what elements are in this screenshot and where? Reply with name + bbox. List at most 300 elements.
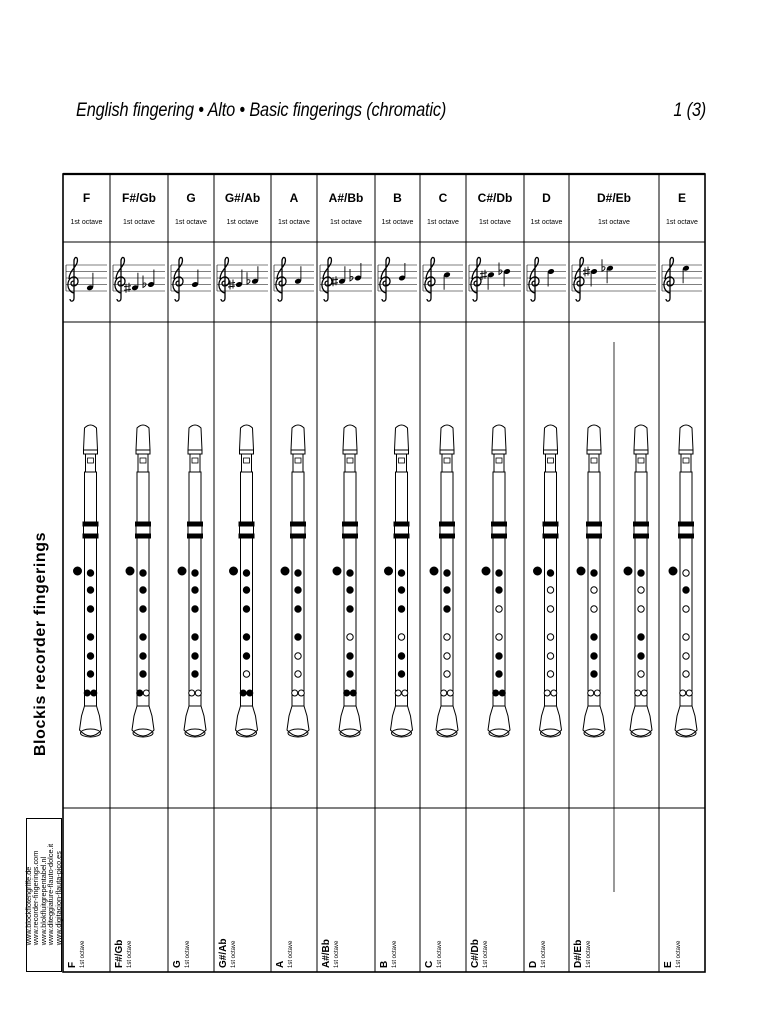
source-link[interactable]: www.digitacion-flauta-pico.es: [54, 851, 64, 946]
finger-hole: [398, 587, 404, 593]
rotated-label: [67, 940, 86, 968]
note-name: D: [542, 191, 551, 205]
finger-hole: [243, 606, 249, 612]
finger-hole: [398, 653, 404, 659]
treble-clef-icon: [380, 257, 390, 301]
double-hole: [641, 690, 647, 696]
side-title: Blockis recorder fingerings: [32, 531, 50, 757]
finger-hole: [192, 653, 198, 659]
finger-hole: [591, 570, 597, 576]
finger-hole: [547, 671, 553, 677]
treble-clef-icon: [322, 257, 332, 301]
thumb-hole: [482, 567, 490, 575]
double-hole: [298, 690, 304, 696]
rotated-label: [172, 940, 191, 968]
treble-clef-icon: [219, 257, 229, 301]
double-hole: [137, 690, 143, 696]
double-hole: [344, 690, 350, 696]
note-name: A: [289, 191, 299, 205]
recorder-head: [440, 425, 454, 450]
finger-hole: [295, 671, 301, 677]
treble-clef-icon: [115, 257, 125, 301]
finger-hole: [444, 587, 450, 593]
finger-hole: [547, 587, 553, 593]
recorder-labium: [88, 458, 94, 463]
finger-hole: [87, 671, 93, 677]
double-hole: [680, 690, 686, 696]
recorder-ring: [84, 450, 98, 454]
recorder-labium: [192, 458, 198, 463]
finger-hole: [87, 587, 93, 593]
treble-clef-icon: [425, 257, 435, 301]
treble-clef-icon: [68, 257, 78, 301]
recorder-joint: [84, 526, 98, 534]
recorder-head: [240, 425, 254, 450]
double-hole: [544, 690, 550, 696]
note-column: [378, 191, 417, 968]
finger-hole: [295, 587, 301, 593]
recorder-foot: [488, 706, 510, 736]
note-name: F#/Gb: [121, 191, 157, 205]
rotated-label: [424, 940, 443, 968]
recorder-foot: [80, 706, 102, 736]
finger-hole: [140, 606, 146, 612]
recorder-joint: [440, 526, 454, 534]
flat-icon: [143, 276, 146, 288]
note-column: [113, 191, 165, 968]
double-hole: [447, 690, 453, 696]
finger-hole: [243, 671, 249, 677]
recorder-body: [680, 538, 692, 706]
finger-hole: [295, 634, 301, 640]
double-hole: [247, 690, 253, 696]
recorder-joint-band: [440, 534, 455, 538]
finger-hole: [496, 671, 502, 677]
octave-label: 1st octave: [530, 219, 563, 226]
recorder-upper-body: [344, 472, 356, 522]
thumb-hole: [669, 567, 677, 575]
octave-label: 1st octave: [70, 219, 103, 226]
recorder-ring: [395, 450, 409, 454]
recorder-joint-band: [679, 522, 694, 526]
recorder-ring: [343, 450, 357, 454]
recorder-labium: [399, 458, 405, 463]
recorder-joint: [587, 526, 601, 534]
rotated-note-name: C: [424, 960, 435, 968]
rotated-label: [218, 939, 237, 968]
rotated-octave-label: 1st octave: [437, 940, 443, 968]
recorder-joint: [240, 526, 254, 534]
finger-hole: [547, 634, 553, 640]
recorder-joint-band: [343, 534, 358, 538]
recorder-ring: [136, 450, 150, 454]
recorder-upper-body: [137, 472, 149, 522]
recorder-labium: [496, 458, 502, 463]
treble-clef-icon: [276, 257, 286, 301]
treble-clef-icon: [471, 257, 481, 301]
recorder-upper-body: [396, 472, 408, 522]
note-name: C: [438, 191, 448, 205]
recorder-joint-band: [239, 522, 254, 526]
recorder-joint-band: [492, 534, 507, 538]
recorder-head: [395, 425, 409, 450]
rotated-octave-label: 1st octave: [80, 940, 86, 968]
finger-hole: [140, 653, 146, 659]
finger-hole: [398, 570, 404, 576]
finger-hole: [192, 570, 198, 576]
recorder-ring: [240, 450, 254, 454]
double-hole: [195, 690, 201, 696]
recorder-head: [492, 425, 506, 450]
note-column: [217, 191, 268, 968]
rotated-octave-label: 1st octave: [185, 940, 191, 968]
finger-hole: [347, 653, 353, 659]
recorder-foot: [630, 706, 652, 736]
rotated-note-name: G: [172, 960, 183, 968]
recorder-joint-band: [239, 534, 254, 538]
recorder-labium: [444, 458, 450, 463]
recorder-joint-band: [634, 522, 649, 526]
note-column: [274, 191, 314, 968]
recorder-body: [344, 538, 356, 706]
rotated-note-name: F: [67, 961, 78, 968]
recorder-joint-band: [543, 534, 558, 538]
double-hole: [292, 690, 298, 696]
finger-hole: [243, 634, 249, 640]
rotated-note-name: C#/Db: [470, 939, 481, 968]
finger-hole: [496, 606, 502, 612]
note-name: B: [393, 191, 402, 205]
double-hole: [91, 690, 97, 696]
rotated-note-name: D: [528, 960, 539, 968]
finger-hole: [140, 634, 146, 640]
recorder-upper-body: [588, 472, 600, 522]
double-hole: [395, 690, 401, 696]
rotated-octave-label: 1st octave: [127, 940, 133, 968]
table-frame: [63, 174, 705, 972]
recorder-joint-band: [291, 522, 306, 526]
thumb-hole: [281, 567, 289, 575]
finger-hole: [683, 671, 689, 677]
finger-hole: [683, 634, 689, 640]
octave-label: 1st octave: [427, 219, 459, 226]
note-column: [320, 191, 372, 968]
rotated-note-name: B: [379, 960, 390, 968]
recorder-labium: [638, 458, 644, 463]
note-column: [662, 191, 702, 968]
thumb-hole: [577, 567, 585, 575]
source-link[interactable]: www.blockflotengriffe.de: [24, 867, 34, 946]
treble-clef-icon: [173, 257, 183, 301]
double-hole: [402, 690, 408, 696]
recorder-head: [679, 425, 693, 450]
recorder-joint: [136, 526, 150, 534]
recorder-body: [292, 538, 304, 706]
finger-hole: [140, 587, 146, 593]
rotated-octave-label: 1st octave: [334, 940, 340, 968]
recorder-body: [396, 538, 408, 706]
recorder-body: [137, 538, 149, 706]
recorder-body: [189, 538, 201, 706]
finger-hole: [591, 634, 597, 640]
rotated-label: [470, 939, 489, 968]
recorder-body: [85, 538, 97, 706]
finger-hole: [347, 634, 353, 640]
recorder-joint-band: [679, 534, 694, 538]
recorder-foot: [540, 706, 562, 736]
treble-clef-icon: [574, 257, 584, 301]
recorder-head: [544, 425, 558, 450]
finger-hole: [496, 634, 502, 640]
finger-hole: [87, 634, 93, 640]
recorder-joint-band: [634, 534, 649, 538]
recorder-upper-body: [292, 472, 304, 522]
recorder-upper-body: [493, 472, 505, 522]
finger-hole: [547, 653, 553, 659]
thumb-hole: [333, 567, 341, 575]
recorder-foot: [287, 706, 309, 736]
finger-hole: [444, 671, 450, 677]
thumb-hole: [230, 567, 238, 575]
finger-hole: [295, 570, 301, 576]
finger-hole: [347, 606, 353, 612]
double-hole: [635, 690, 641, 696]
recorder-body: [493, 538, 505, 706]
recorder-labium: [347, 458, 353, 463]
note-column: [66, 191, 107, 968]
page-number: 1 (3): [673, 100, 706, 121]
source-link[interactable]: www.blokfluitgrepentabel.nl: [39, 857, 49, 946]
recorder-joint: [634, 526, 648, 534]
thumb-hole: [178, 567, 186, 575]
rotated-note-name: A: [275, 960, 286, 968]
recorder-upper-body: [635, 472, 647, 522]
recorder-body: [241, 538, 253, 706]
finger-hole: [591, 606, 597, 612]
rotated-label: [321, 939, 340, 968]
finger-hole: [140, 570, 146, 576]
note-name: G: [186, 191, 196, 205]
rotated-octave-label: 1st octave: [586, 940, 592, 968]
double-hole: [551, 690, 557, 696]
octave-label: 1st octave: [123, 219, 155, 226]
finger-hole: [444, 570, 450, 576]
thumb-hole: [624, 567, 632, 575]
recorder-ring: [291, 450, 305, 454]
rotated-note-name: D#/Eb: [573, 939, 584, 968]
recorder-head: [634, 425, 648, 450]
flat-icon: [350, 269, 353, 281]
double-hole: [493, 690, 499, 696]
treble-clef-icon: [664, 257, 674, 301]
recorder-foot: [675, 706, 697, 736]
recorder-ring: [634, 450, 648, 454]
recorder-joint-band: [440, 522, 455, 526]
recorder-labium: [140, 458, 146, 463]
recorder-upper-body: [189, 472, 201, 522]
finger-hole: [192, 671, 198, 677]
recorder-ring: [440, 450, 454, 454]
source-link[interactable]: www.recorder-fingerings.com: [31, 851, 41, 946]
recorder-labium: [295, 458, 301, 463]
recorder-foot: [391, 706, 413, 736]
recorder-head: [84, 425, 98, 450]
thumb-hole: [534, 567, 542, 575]
finger-hole: [444, 606, 450, 612]
finger-hole: [347, 587, 353, 593]
recorder-labium: [591, 458, 597, 463]
finger-hole: [192, 606, 198, 612]
note-name: D#/Eb: [596, 191, 632, 205]
finger-hole: [547, 570, 553, 576]
rotated-octave-label: 1st octave: [231, 940, 237, 968]
double-hole: [84, 690, 90, 696]
double-hole: [686, 690, 692, 696]
recorder-body: [441, 538, 453, 706]
finger-hole: [591, 671, 597, 677]
recorder-foot: [236, 706, 258, 736]
recorder-joint: [492, 526, 506, 534]
recorder-labium: [683, 458, 689, 463]
recorder-joint-band: [543, 522, 558, 526]
recorder-head: [188, 425, 202, 450]
double-hole: [240, 690, 246, 696]
finger-hole: [398, 634, 404, 640]
source-link[interactable]: www.diteggiature-flauto-dolce.it: [46, 844, 56, 946]
note-name: C#/Db: [477, 191, 513, 205]
finger-hole: [243, 653, 249, 659]
rotated-note-name: G#/Ab: [218, 938, 229, 968]
finger-hole: [683, 606, 689, 612]
recorder-ring: [188, 450, 202, 454]
recorder-upper-body: [441, 472, 453, 522]
recorder-foot: [184, 706, 206, 736]
recorder-ring: [587, 450, 601, 454]
recorder-labium: [244, 458, 250, 463]
recorder-joint: [343, 526, 357, 534]
double-hole: [143, 690, 149, 696]
note-column: [171, 191, 211, 968]
recorder-foot: [339, 706, 361, 736]
double-hole: [441, 690, 447, 696]
rotated-label: [275, 940, 294, 968]
note-column: [469, 191, 521, 968]
note-name: F: [82, 191, 91, 205]
recorder-foot: [583, 706, 605, 736]
recorder-joint-band: [587, 522, 602, 526]
recorder-foot: [436, 706, 458, 736]
finger-hole: [295, 606, 301, 612]
rotated-note-name: F#/Gb: [114, 939, 125, 968]
finger-hole: [547, 606, 553, 612]
treble-clef-icon: [529, 257, 539, 301]
double-hole: [499, 690, 505, 696]
finger-hole: [347, 671, 353, 677]
recorder-joint: [544, 526, 558, 534]
finger-hole: [87, 653, 93, 659]
finger-hole: [683, 587, 689, 593]
rotated-label: [573, 940, 592, 968]
double-hole: [189, 690, 195, 696]
recorder-body: [588, 538, 600, 706]
recorder-head: [136, 425, 150, 450]
rotated-label: [528, 940, 547, 968]
finger-hole: [638, 671, 644, 677]
finger-hole: [243, 587, 249, 593]
note-name: G#/Ab: [224, 191, 261, 205]
finger-hole: [295, 653, 301, 659]
recorder-joint-band: [343, 522, 358, 526]
finger-hole: [496, 653, 502, 659]
finger-hole: [347, 570, 353, 576]
recorder-ring: [544, 450, 558, 454]
recorder-head: [291, 425, 305, 450]
recorder-body: [545, 538, 557, 706]
finger-hole: [243, 570, 249, 576]
page-title: English fingering • Alto • Basic fingerings (chromatic): [76, 100, 447, 121]
rotated-octave-label: 1st octave: [483, 940, 489, 968]
recorder-joint-band: [492, 522, 507, 526]
recorder-joint-band: [394, 522, 409, 526]
note-column: [527, 191, 566, 968]
recorder-upper-body: [85, 472, 97, 522]
double-hole: [594, 690, 600, 696]
recorder-labium: [548, 458, 554, 463]
finger-hole: [398, 671, 404, 677]
octave-label: 1st octave: [381, 219, 414, 226]
recorder-upper-body: [545, 472, 557, 522]
recorder-joint-band: [188, 522, 203, 526]
recorder-joint-band: [587, 534, 602, 538]
double-hole: [588, 690, 594, 696]
octave-label: 1st octave: [598, 219, 630, 226]
thumb-hole: [74, 567, 82, 575]
rotated-note-name: E: [663, 961, 674, 968]
rotated-label: [114, 940, 133, 968]
double-hole: [350, 690, 356, 696]
recorder-joint: [679, 526, 693, 534]
finger-hole: [683, 570, 689, 576]
thumb-hole: [126, 567, 134, 575]
recorder-joint-band: [83, 534, 98, 538]
recorder-joint-band: [136, 522, 151, 526]
recorder-body: [635, 538, 647, 706]
octave-label: 1st octave: [479, 219, 511, 226]
octave-label: 1st octave: [278, 219, 310, 226]
recorder-joint: [291, 526, 305, 534]
recorder-head: [343, 425, 357, 450]
rotated-octave-label: 1st octave: [288, 940, 294, 968]
finger-hole: [192, 587, 198, 593]
finger-hole: [192, 634, 198, 640]
rotated-octave-label: 1st octave: [676, 940, 682, 968]
rotated-octave-label: 1st octave: [392, 940, 398, 968]
finger-hole: [444, 653, 450, 659]
finger-hole: [496, 587, 502, 593]
finger-hole: [638, 606, 644, 612]
recorder-foot: [132, 706, 154, 736]
recorder-upper-body: [241, 472, 253, 522]
finger-hole: [591, 653, 597, 659]
recorder-joint-band: [394, 534, 409, 538]
finger-hole: [638, 634, 644, 640]
rotated-octave-label: 1st octave: [541, 940, 547, 968]
thumb-hole: [385, 567, 393, 575]
recorder-joint-band: [291, 534, 306, 538]
finger-hole: [638, 570, 644, 576]
rotated-label: [379, 940, 398, 968]
recorder-joint: [395, 526, 409, 534]
